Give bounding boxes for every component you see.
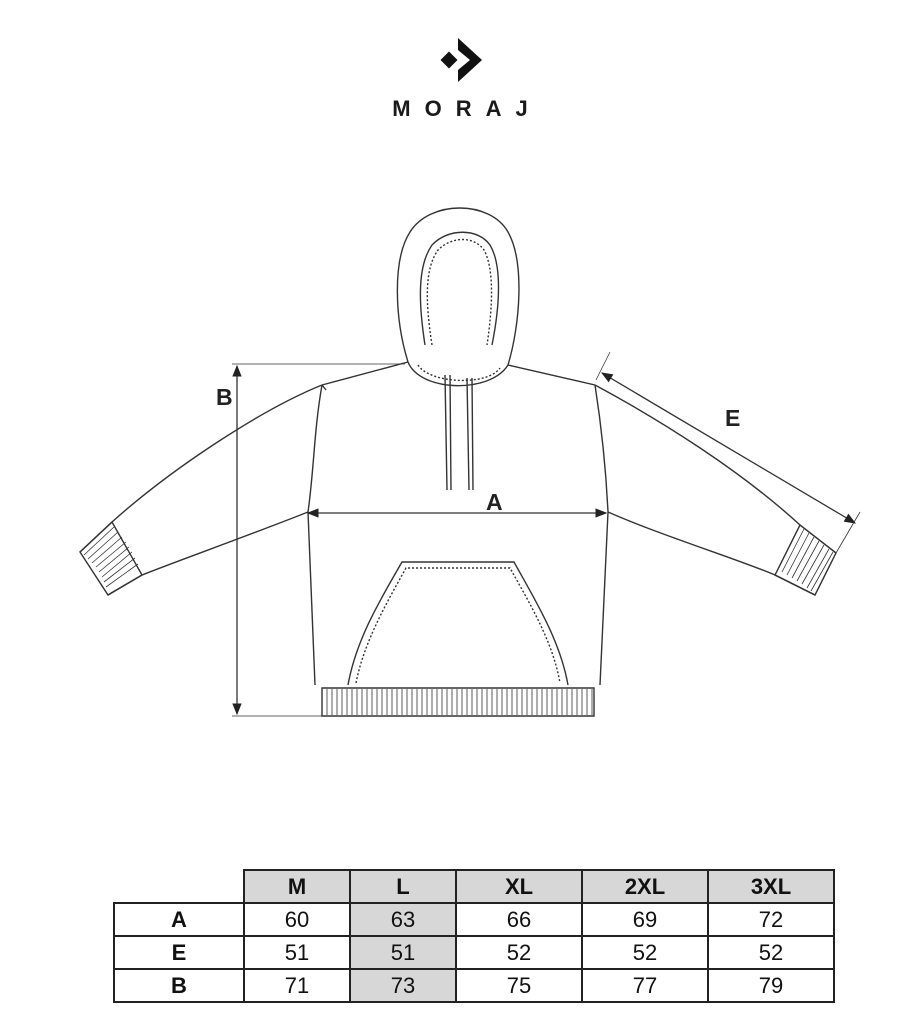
table-cell: 51 [350, 936, 456, 969]
row-label: E [114, 936, 244, 969]
column-header: L [350, 870, 456, 903]
table-corner [114, 870, 244, 903]
table-cell: 77 [582, 969, 708, 1002]
table-cell: 72 [708, 903, 834, 936]
table-cell: 51 [244, 936, 350, 969]
dimension-label-e: E [725, 405, 741, 431]
table-cell: 52 [708, 936, 834, 969]
table-row [114, 903, 834, 936]
table-cell: 69 [582, 903, 708, 936]
diamond-chevron-logo-icon [438, 34, 494, 86]
column-header: 2XL [582, 870, 708, 903]
table-cell: 75 [456, 969, 582, 1002]
table-cell: 73 [350, 969, 456, 1002]
column-header: 3XL [708, 870, 834, 903]
brand-name: MORAJ [392, 96, 542, 121]
column-header: M [244, 870, 350, 903]
table-cell: 63 [350, 903, 456, 936]
table-cell: 60 [244, 903, 350, 936]
table-cell: 52 [456, 936, 582, 969]
column-header: XL [456, 870, 582, 903]
table-cell: 71 [244, 969, 350, 1002]
row-label: A [114, 903, 244, 936]
row-label: B [114, 969, 244, 1002]
table-row [114, 936, 834, 969]
size-table [113, 869, 835, 1003]
table-row [114, 969, 834, 1002]
hoodie-outline-icon [0, 180, 920, 740]
table-cell: 52 [582, 936, 708, 969]
size-table-header-row [114, 870, 834, 903]
table-cell: 79 [708, 969, 834, 1002]
table-cell: 66 [456, 903, 582, 936]
dimension-label-a: A [486, 489, 503, 515]
dimension-label-b: B [216, 384, 233, 410]
